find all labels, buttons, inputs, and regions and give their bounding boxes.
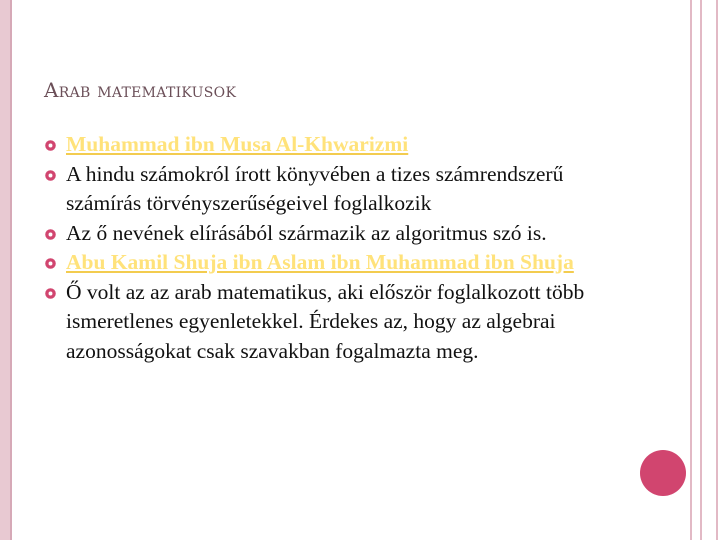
left-border-line (10, 0, 12, 540)
list-item (44, 248, 624, 278)
gear-bullet-icon (44, 139, 57, 152)
gear-bullet-icon (44, 169, 57, 182)
right-rule-line (690, 0, 692, 540)
list-item (44, 130, 624, 160)
right-rule-line (716, 0, 718, 540)
left-border-decoration (0, 0, 10, 540)
right-rule-line (700, 0, 702, 540)
list-item (44, 160, 624, 219)
list-item-text: Muhammad ibn Musa Al-Khwarizmi (66, 132, 409, 156)
list-item-text: Abu Kamil Shuja ibn Aslam ibn Muhammad ibn Shuja (66, 250, 574, 274)
list-item (44, 278, 624, 367)
gear-bullet-icon (44, 228, 57, 241)
slide-title: Arab matematikusok (44, 78, 237, 102)
list-item-text: Az ő nevének elírásából származik az algoritmus szó is. (66, 220, 547, 245)
gear-bullet-icon (44, 257, 57, 270)
list-item (44, 219, 624, 249)
bullet-list (44, 130, 624, 366)
accent-circle-decoration (640, 450, 686, 496)
list-item-text: A hindu számokról írott könyvében a tizes számrendszerű számírás törvényszerűségeivel foglalkozik (66, 161, 564, 215)
gear-bullet-icon (44, 287, 57, 300)
list-item-text: Ő volt az az arab matematikus, aki először foglalkozott több ismeretlenes egyenletekkel. Érdekes az, hogy az algebrai azonosságokat csak szavakban fogalmazta meg. (66, 279, 585, 363)
